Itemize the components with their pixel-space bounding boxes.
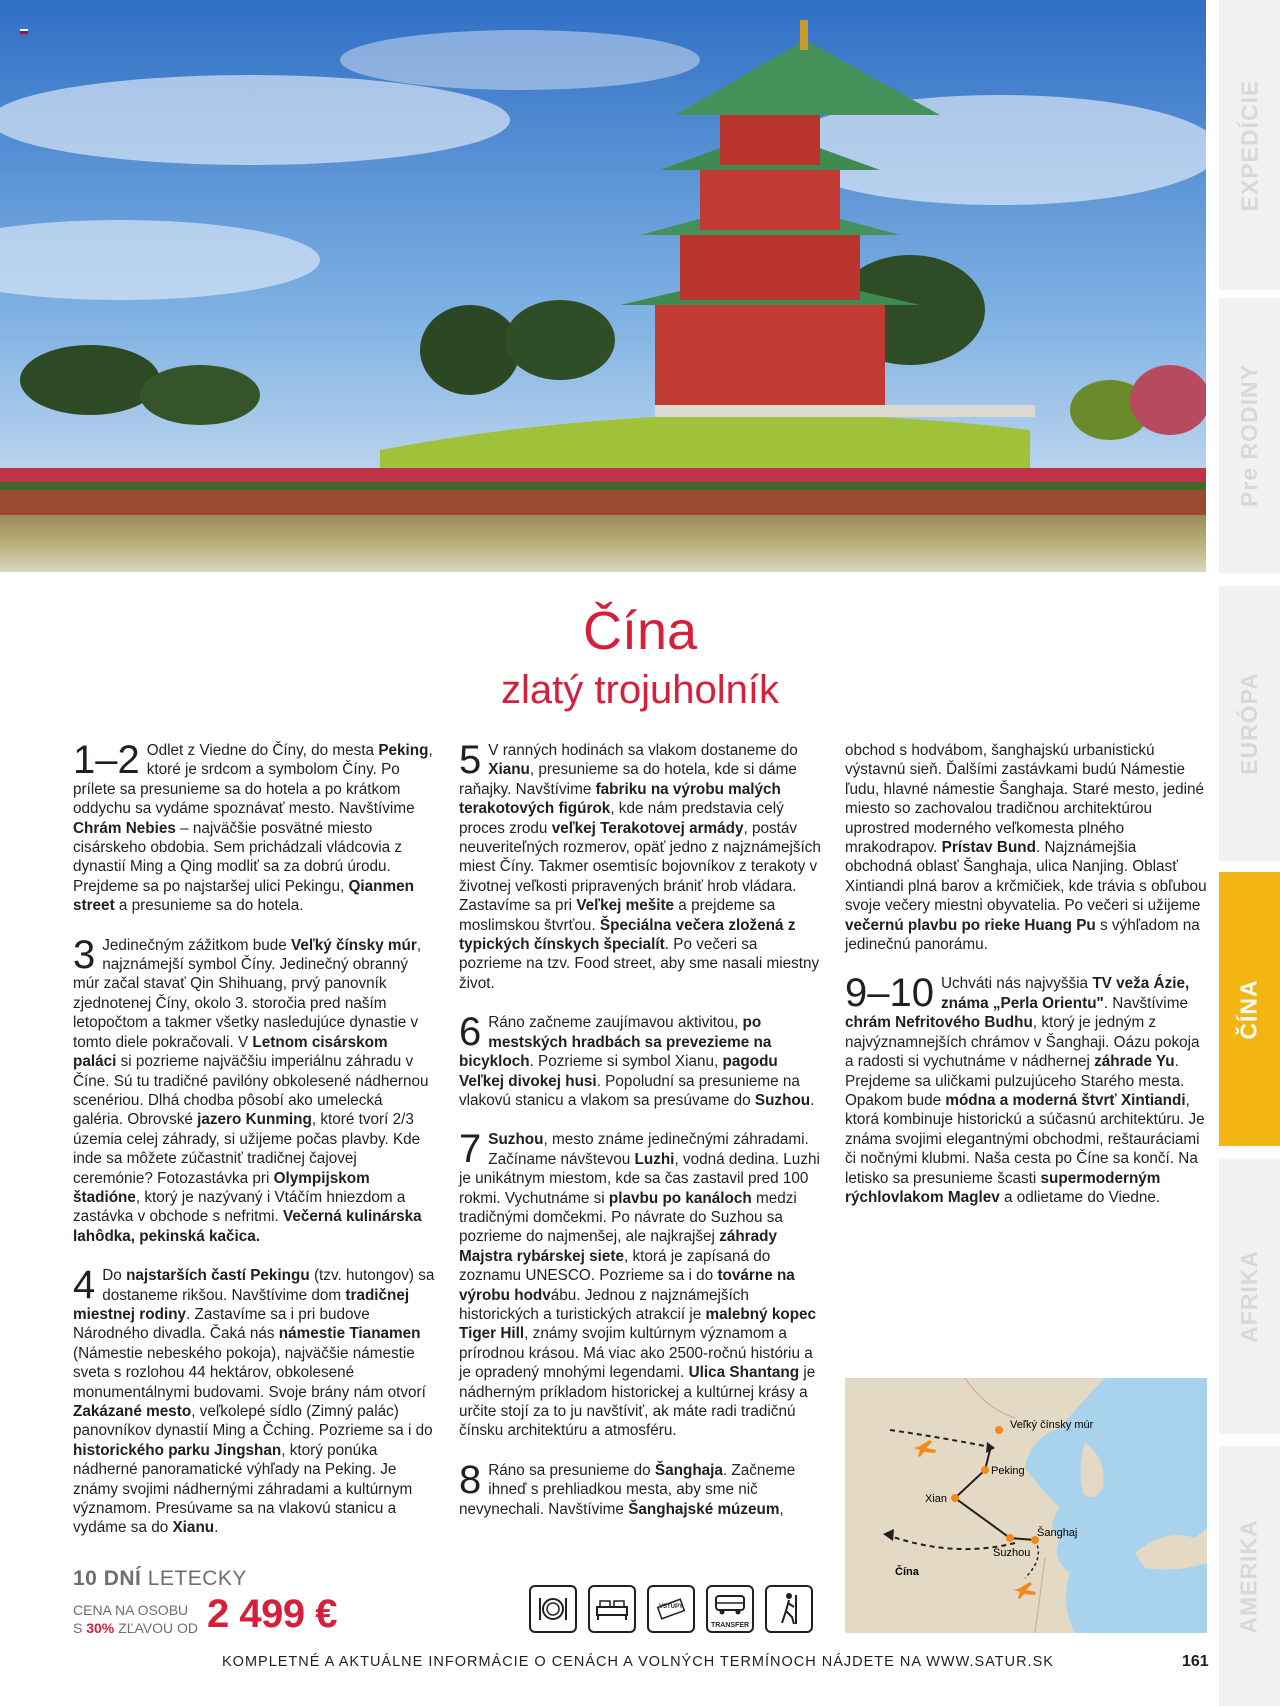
highlight-text: veľkej Terakotovej armády [551, 819, 744, 837]
bus-icon: TRANSFER [706, 1585, 754, 1633]
itinerary-paragraph [73, 932, 435, 1247]
body-text: . [810, 1091, 815, 1109]
body-text: a prejdeme sa moslimskou štvrťou. [459, 897, 776, 934]
map-label-suzhou: Suzhou [993, 1547, 1031, 1559]
body-text: si pozrieme najväčšiu imperiálnu záhradu v Číne. Sú tu tradičné pavilóny obkolesené nádhernou scenériou. Dlhá chodba pôsobí ako umelecká galéria. Obrovské [73, 1053, 429, 1129]
highlight-text: večernú plavbu po rieke Huang Pu [845, 916, 1096, 934]
map-label-shanghai: Šanghaj [1037, 1527, 1078, 1539]
tab-afrika[interactable]: AFRIKA [1219, 1159, 1280, 1434]
body-text: Uchváti nás najvyššia [940, 975, 1093, 993]
highlight-text: Letnom cisárskom paláci [73, 1033, 388, 1071]
day-number: 9–10 [845, 971, 934, 1016]
itinerary-paragraph [459, 1457, 821, 1519]
body-text: , ktorý ponúka nádherné panoramatické výhľady na Peking. Je známy svojimi nádhernými záhradami a kultúrnym významom. Presúvame sa na vlakovú stanicu a vydáme sa do [73, 1441, 413, 1537]
itinerary-paragraph [459, 738, 821, 993]
day-number: 6 [459, 1010, 482, 1055]
tab-pre-rodiny[interactable]: Pre RODINY [1219, 298, 1280, 573]
body-text: Jedinečným zážitkom bude [102, 936, 292, 954]
map-label-wall: Veľký čínsky múr [1010, 1419, 1094, 1431]
highlight-text: Šanghajské múzeum [628, 1500, 780, 1518]
itinerary-paragraph [845, 741, 1207, 954]
body-text: ábu. Jednou z najznámejších historických a turistických atrakcií je [459, 1286, 749, 1323]
body-text: , ktorá je zapísaná do zoznamu UNESCO. Pozrieme sa i do [459, 1247, 771, 1285]
body-text: . Prejdeme sa uličkami pulzujúceho Starého mesta. Opakom bude [845, 1053, 1185, 1109]
highlight-text: po mestských hradbách sa prevezieme na bicykloch [459, 1014, 772, 1071]
highlight-text: historického parku Jingshan [73, 1441, 282, 1459]
map-label-xian: Xian [925, 1493, 948, 1505]
column-2 [459, 738, 821, 1539]
body-text: , presunieme sa do hotela, kde si dáme raňajky. Navštívime [459, 761, 797, 798]
highlight-text: chrám Nefritového Budhu [845, 1014, 1033, 1032]
highlight-text: Xianu [172, 1519, 215, 1537]
body-text: . Zastavíme sa i pri budove Národného divadla. Čaká nás [73, 1305, 370, 1343]
body-text: , veľkolepé sídlo (Zimný palác) panovníkov dynastií Ming a Čching. Pozrieme sa i do [73, 1403, 433, 1440]
itinerary-paragraph [73, 738, 435, 916]
highlight-text: supermoderným rýchlovlakom Maglev [845, 1169, 1161, 1206]
price-label: CENA NA OSOBU S 30% ZĽAVOU OD [73, 1602, 199, 1636]
body-text: obchod s hodvábom, šanghajskú urbanistickú výstavnú sieň. Ďalšími zastávkami budú Námestie ľudu, hlavné námestie Šanghaja. Staré mesto, jediné miesto so zachovalou tradičnou architektúrou uprostred moderného veľkomesta plného mrakodrapov. [845, 742, 1205, 857]
itinerary-paragraph [459, 1010, 821, 1110]
highlight-text: fabriku na výrobu malých terakotových figúrok [459, 780, 781, 818]
highlight-text: Olympijskom štadióne [73, 1169, 370, 1206]
highlight-text: Xianu [488, 761, 530, 779]
tab-cina[interactable]: ČÍNA [1219, 872, 1280, 1146]
body-text: . Po večeri sa pozrieme na tzv. Food street, aby sme nasali miestny život. [459, 936, 820, 992]
highlight-text: tradičnej miestnej rodiny [73, 1286, 410, 1323]
highlight-text: Špeciálna večera zložená z typických čínskych špecialít [459, 916, 796, 954]
body-text: . [214, 1519, 219, 1537]
meals-icon [529, 1585, 577, 1633]
page-subtitle: zlatý trojuholník [501, 668, 779, 712]
highlight-text: Peking [378, 742, 429, 759]
body-text: , známy svojim kultúrnym významom a prírodnou krásou. Má viac ako 2500-ročnú históriu a je opradený mnohými legendami. [459, 1325, 813, 1382]
body-text: , ktoré je srdcom a symbolom Číny. Po prílete sa presunieme sa do hotela a po krátkom oddychu sa vydáme spoznávať mesto. Navštívime [73, 742, 433, 818]
body-text: . Popoludní sa presunieme na vlakovú stanicu a vlakom sa presúvame do [459, 1072, 800, 1109]
itinerary-paragraph [73, 1263, 435, 1538]
body-text: , ktorý je nazývaný i Vtáčím hniezdom a zastávka v obchode s nefritmi. [73, 1188, 406, 1226]
body-text: (Námestie nebeského pokoja), najväčšie námestie sveta s rozlohou 44 hektárov, obkolesené monumentálnymi budovami. Svoje brány nám otvorí [73, 1344, 426, 1401]
price-value: 2 499 € [207, 1592, 337, 1636]
body-text: medzi tradičnými domčekmi. Po návrate do Suzhou sa pozrieme do najmenšej, ale najkrajšej [459, 1189, 797, 1246]
body-text: , [779, 1500, 784, 1518]
body-text: , vodná dedina. Luzhi je unikátnym miestom, kde sa čas zastavil pred 100 rokmi. Vychutnáme si [459, 1150, 820, 1207]
page-title: Čína [582, 601, 698, 661]
highlight-text: Suzhou [488, 1131, 544, 1149]
hero-photo [0, 0, 1206, 572]
highlight-text: Prístav Bund [941, 839, 1036, 857]
highlight-text: továrne na výrobu hodv [459, 1267, 795, 1304]
itinerary-paragraph [845, 971, 1207, 1207]
day-number: 4 [73, 1263, 96, 1308]
page-number: 161 [1182, 1653, 1209, 1670]
highlight-text: Luzhi [634, 1150, 675, 1168]
tab-europa[interactable]: EURÓPA [1219, 586, 1280, 861]
day-number: 7 [459, 1127, 482, 1172]
body-text: s výhľadom na jedinečnú panorámu. [845, 916, 1200, 954]
body-text: (tzv. hutongov) sa dostaneme rikšou. Navštívime dom [102, 1267, 435, 1304]
body-text: , ktorá kombinuje historickú a súčasnú architektúru. Je známa svojimi elegantnými obchodmi, reštauráciami či nočnými klubmi. Naša cesta po Číne sa končí. Na letisko sa presunieme šcasti [845, 1091, 1205, 1187]
highlight-text: záhrade Yu [1094, 1053, 1175, 1071]
body-text: Ráno sa presunieme do [488, 1461, 655, 1479]
body-text: a odlietame do Viedne. [999, 1188, 1161, 1206]
highlight-text: Ulica Shantang [688, 1364, 800, 1382]
highlight-text: Qianmen street [73, 877, 414, 915]
route-map [845, 1378, 1207, 1633]
body-text: – najväčšie posvätné miesto cisárskeho obdobia. Sem prichádzali vládcovia z dynastií Ming a Qing modliť sa za dobrú úrodu. Prejdeme sa po najstaršej ulici Pekingu, [73, 819, 403, 895]
tab-amerika[interactable]: AMERIKA [1219, 1446, 1280, 1706]
body-text: Do [102, 1267, 127, 1285]
body-text: Ráno začneme zaujímavou aktivitou, [488, 1014, 743, 1032]
body-text: . Najznámejšia obchodná oblasť Šanghaja, ulica Nanjing. Oblasť Xintiandi plná barov a krčmičiek, kde trávia s obľubou svoje večery miestni obyvatelia. Po večeri si užijeme [845, 839, 1207, 915]
tab-expedicie[interactable]: EXPEDÍCIE [1219, 0, 1280, 290]
column-3 [845, 741, 1207, 1227]
highlight-text: Suzhou [754, 1091, 811, 1109]
footer-info: KOMPLETNÉ A AKTUÁLNE INFORMÁCIE O CENÁCH A VOLNÝCH TERMÍNOCH NÁJDETE NA WWW.SATUR.SK [222, 1654, 1054, 1670]
column-1 [73, 738, 435, 1558]
highlight-text: najstarších častí Pekingu [126, 1267, 310, 1285]
body-text: , ktorý je jedným z najvýznamnejších chrámov v Šanghaji. Oázu pokoja a radosti si vychutnáme v nádhernej [845, 1014, 1200, 1071]
itinerary-paragraph [459, 1127, 821, 1441]
body-text: . Pozrieme si symbol Xianu, [529, 1053, 723, 1071]
highlight-text: Veľký čínsky múr [291, 936, 417, 954]
trip-duration: 10 DNÍ LETECKY [73, 1567, 247, 1590]
highlight-text: malebný kopec Tiger Hill [459, 1305, 817, 1343]
highlight-text: záhrady Majstra rybárskej siete [459, 1228, 777, 1265]
highlight-text: TV veža Ázie, známa „Perla Orientu" [940, 975, 1190, 1012]
day-number: 3 [73, 932, 96, 977]
highlight-text: pagodu Veľkej divokej husi [459, 1053, 778, 1090]
bed-icon [588, 1585, 636, 1633]
hiking-icon [765, 1585, 813, 1633]
body-text: Odlet z Viedne do Číny, do mesta [146, 742, 379, 759]
highlight-text: módna a moderná štvrť Xintiandi [945, 1091, 1186, 1109]
highlight-text: plavbu po kanáloch [608, 1189, 752, 1207]
map-label-peking: Peking [991, 1465, 1025, 1477]
day-number: 8 [459, 1457, 482, 1502]
body-text: , mesto známe jedinečnými záhradami. Začíname návštevou [488, 1131, 809, 1168]
body-text: je nádherným príkladom historickej a kultúrnej krásy a určite stojí za to ju navštíviť, ak máte radi tradičnú čínsku architektúru a atmosféru. [459, 1364, 816, 1440]
map-label-country: Čína [895, 1566, 919, 1578]
highlight-text: Veľkej mešite [576, 897, 675, 915]
ticket-icon: VSTUPY [647, 1585, 695, 1633]
body-text: V ranných hodinách sa vlakom dostaneme do [488, 742, 798, 759]
highlight-text: Zakázané mesto [73, 1403, 192, 1420]
highlight-text: Šanghaja [654, 1461, 723, 1479]
body-text: , kde nám predstavia celý proces zrodu [459, 800, 784, 837]
day-number: 1–2 [73, 738, 140, 782]
day-number: 5 [459, 738, 482, 782]
body-text: a presunieme sa do hotela. [114, 897, 304, 915]
highlight-text: Chrám Nebies [73, 819, 176, 837]
body-text: , najznámejší symbol Číny. Jedinečný obranný múr začal stavať Qin Shihuang, prvý panovník zjednotenej Číny, okolo 3. storočia pred naším letopočtom a takmer všetky nasledujúce dynastie v tomto diele pokračovali. V [73, 936, 422, 1051]
body-text: , postáv neuveriteľných rozmerov, opäť jedno z najznámejších miest Číny. Takmer osemtisíc bojovníkov z terakoty v životnej veľkosti pripravených brániť hrob vládara. Zastavíme sa pri [459, 819, 821, 915]
body-text: . Navštívime [1103, 994, 1188, 1012]
highlight-text: námestie Tianamen [278, 1325, 421, 1343]
body-text: , ktoré tvorí 2/3 územia celej záhrady, si užijeme počas plavby. Kde inde sa môžete zúčastniť tradičnej čajovej ceremónie? Fotozastávka pri [73, 1111, 421, 1187]
flag-icon [20, 22, 28, 28]
service-icons [529, 1585, 813, 1633]
body-text: . Začneme ihneď s prehliadkou mesta, aby sme nič nevynechali. Navštívime [459, 1461, 796, 1518]
highlight-text: jazero Kunming [197, 1111, 312, 1129]
highlight-text: Večerná kulinárska lahôdka, pekinská kačica. [73, 1208, 422, 1245]
